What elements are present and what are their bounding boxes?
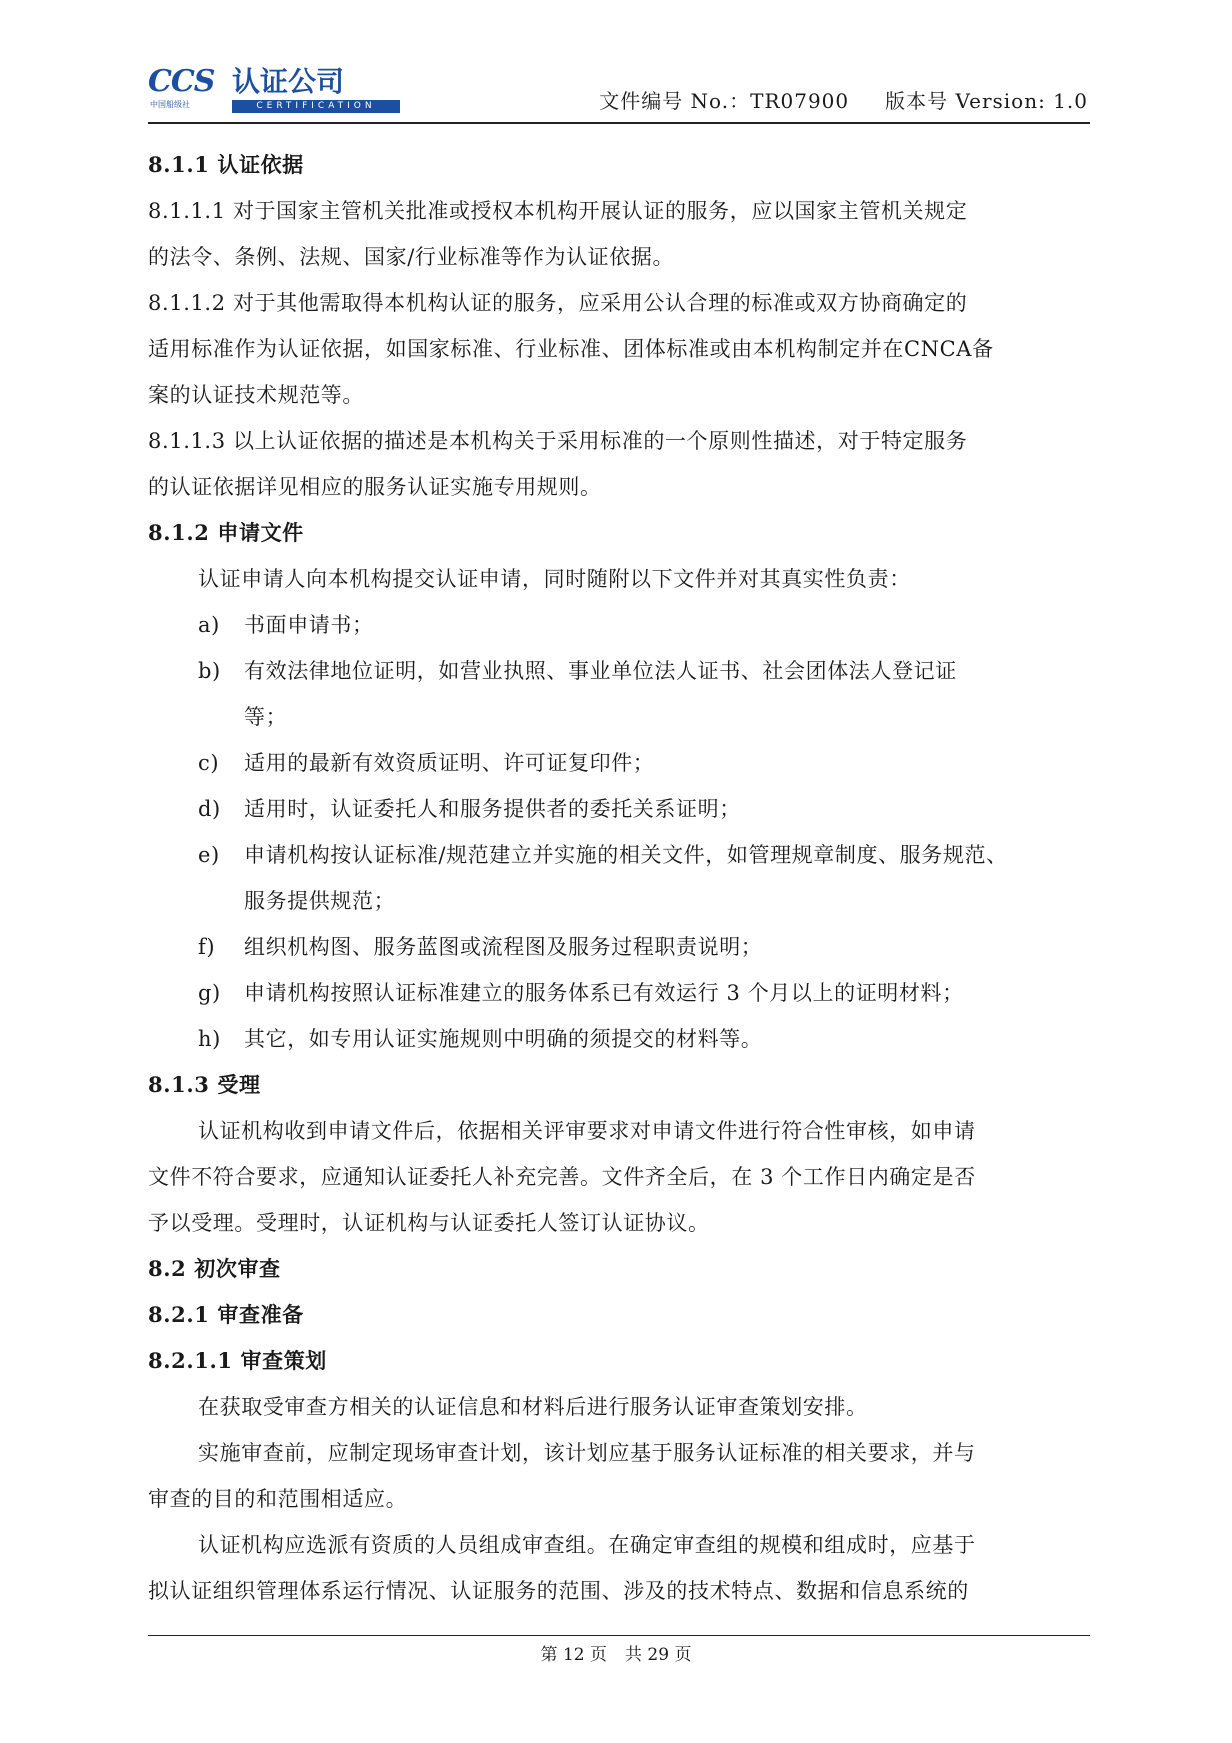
list-text: 适用的最新有效资质证明、许可证复印件； (244, 751, 655, 775)
paragraph-line: 8.1.1.3 以上认证依据的描述是本机构关于采用标准的一个原则性描述，对于特定服务 (148, 429, 968, 453)
list-label: h) (198, 1027, 221, 1051)
list-text: 申请机构按照认证标准建立的服务体系已有效运行 3 个月以上的证明材料； (244, 981, 964, 1005)
section-heading-8-1-2: 8.1.2 申请文件 (148, 520, 304, 545)
logo-ccs-text: CCS (148, 64, 215, 99)
section-heading-8-1-1: 8.1.1 认证依据 (148, 152, 304, 177)
list-text: 申请机构按认证标准/规范建立并实施的相关文件，如管理规章制度、服务规范、 (244, 843, 1008, 867)
list-label: b) (198, 659, 221, 683)
list-text: 组织机构图、服务蓝图或流程图及服务过程职责说明； (244, 935, 763, 959)
section-heading-8-2: 8.2 初次审查 (148, 1256, 281, 1281)
paragraph-line: 的法令、条例、法规、国家/行业标准等作为认证依据。 (148, 245, 675, 269)
document-number: 文件编号 No.：TR07900 (599, 89, 850, 113)
paragraph-line: 文件不符合要求，应通知认证委托人补充完善。文件齐全后，在 3 个工作日内确定是否 (148, 1165, 976, 1189)
footer-divider (148, 1635, 1090, 1636)
paragraph-line: 审查的目的和范围相适应。 (148, 1487, 408, 1511)
paragraph-line: 认证机构收到申请文件后，依据相关评审要求对申请文件进行符合性审核，如申请 (198, 1119, 976, 1143)
paragraph-line: 实施审查前，应制定现场审查计划，该计划应基于服务认证标准的相关要求，并与 (198, 1441, 976, 1465)
section-heading-8-2-1: 8.2.1 审查准备 (148, 1302, 304, 1327)
page-number: 第 12 页 (540, 1645, 607, 1665)
list-item (148, 648, 1090, 694)
paragraph-line: 的认证依据详见相应的服务认证实施专用规则。 (148, 475, 602, 499)
list-item (148, 924, 1090, 970)
logo-chinese-name: 认证公司 (232, 65, 345, 98)
paragraph-line: 8.1.1.1 对于国家主管机关批准或授权本机构开展认证的服务，应以国家主管机关规定 (148, 199, 968, 223)
section-heading-8-2-1-1: 8.2.1.1 审查策划 (148, 1348, 327, 1373)
list-item (148, 1016, 1090, 1062)
list-item-continuation: 服务提供规范； (244, 889, 396, 913)
paragraph-line: 认证申请人向本机构提交认证申请，同时随附以下文件并对其真实性负责： (198, 567, 911, 591)
ccs-logo (148, 66, 408, 114)
paragraph-line: 在获取受审查方相关的认证信息和材料后进行服务认证审查策划安排。 (198, 1395, 868, 1419)
list-label: d) (198, 797, 221, 821)
list-label: a) (198, 613, 220, 637)
list-text: 其它，如专用认证实施规则中明确的须提交的材料等。 (244, 1027, 763, 1051)
document-meta (599, 88, 1088, 114)
paragraph-line: 8.1.1.2 对于其他需取得本机构认证的服务，应采用公认合理的标准或双方协商确定的 (148, 291, 968, 315)
list-item (148, 832, 1090, 878)
paragraph-line: 适用标准作为认证依据，如国家标准、行业标准、团体标准或由本机构制定并在CNCA备 (148, 337, 994, 361)
list-text: 书面申请书； (244, 613, 374, 637)
logo-society-text: 中国船级社 (150, 100, 190, 109)
list-text: 有效法律地位证明，如营业执照、事业单位法人证书、社会团体法人登记证 (244, 659, 957, 683)
list-label: g) (198, 981, 221, 1005)
list-item (148, 602, 1090, 648)
list-item-continuation: 等； (244, 705, 288, 729)
list-item (148, 786, 1090, 832)
section-heading-8-1-3: 8.1.3 受理 (148, 1072, 261, 1097)
paragraph-line: 予以受理。受理时，认证机构与认证委托人签订认证协议。 (148, 1211, 710, 1235)
list-item (148, 970, 1090, 1016)
document-body (148, 142, 1090, 1614)
list-label: e) (198, 843, 220, 867)
paragraph-line: 拟认证组织管理体系运行情况、认证服务的范围、涉及的技术特点、数据和信息系统的 (148, 1579, 969, 1603)
page-footer (0, 1644, 1232, 1666)
logo-certification-bar: CERTIFICATION (232, 100, 400, 113)
list-item (148, 740, 1090, 786)
list-label: f) (198, 935, 216, 959)
page-total: 共 29 页 (625, 1645, 692, 1665)
paragraph-line: 案的认证技术规范等。 (148, 383, 364, 407)
document-version: 版本号 Version: 1.0 (885, 89, 1088, 113)
list-label: c) (198, 751, 220, 775)
list-text: 适用时，认证委托人和服务提供者的委托关系证明； (244, 797, 741, 821)
page-header (148, 60, 1088, 120)
header-divider (148, 122, 1090, 124)
paragraph-line: 认证机构应选派有资质的人员组成审查组。在确定审查组的规模和组成时，应基于 (198, 1533, 976, 1557)
